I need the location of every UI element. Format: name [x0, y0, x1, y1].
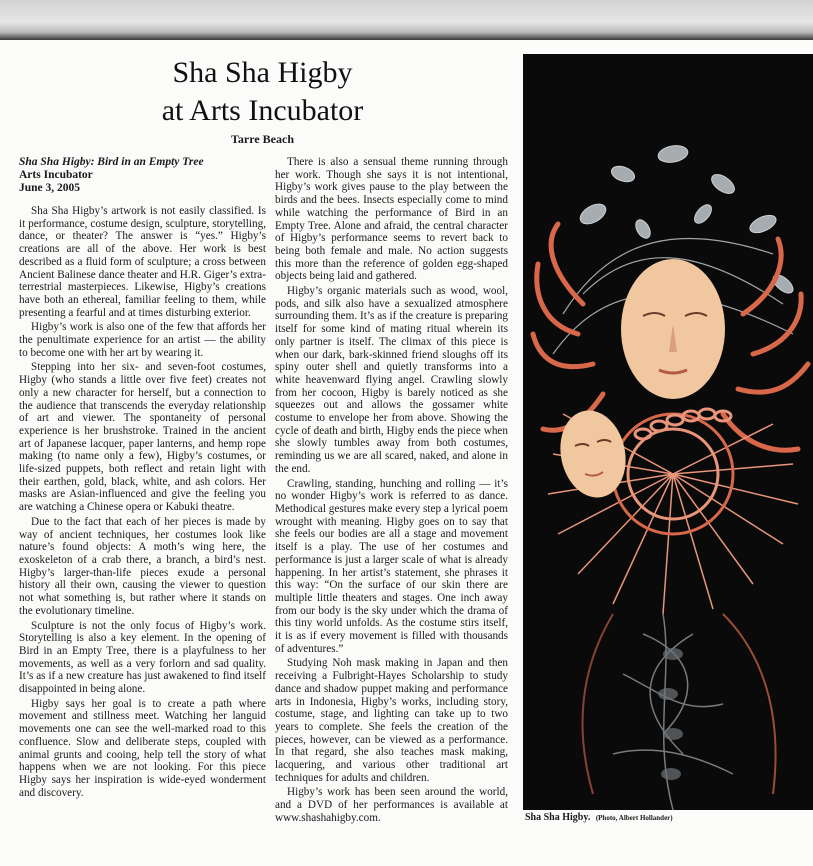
paragraph: Sha Sha Higby’s artwork is not easily classified. Is it performance, costume design, sculpture, storytelling, dance, or theater? The answer is “yes.” Higby’s creations are all of the above. Her work is best described as a fluid form of sculpture; a cross between Ancient Balinese dance theater and H.R. Giger’s extra-terrestrial masterpieces. Likewise, Higby’s creations have both an ethereal, familiar feeling to them, while presenting a fearful and at times disturbing exterior. [19, 205, 266, 319]
performance-info [19, 156, 266, 195]
caption-text: Sha Sha Higby. [525, 812, 591, 823]
paragraph: Due to the fact that each of her pieces is made by way of ancient techniques, her costumes look like nature’s found objects: A moth’s wing here, the exoskeleton of a crab there, a branch, a bird’s nest. Higby’s larger-than-life pieces exude a personal history all their own, causing the viewer to question not what something is, but rather where it stands on the evolutionary timeline. [19, 515, 266, 617]
headline-line-1: Sha Sha Higby [172, 56, 353, 89]
venue: Arts Incubator [19, 169, 93, 181]
paragraph: Sculpture is not the only focus of Higby’s work. Storytelling is also a key element. In the opening of Bird in an Empty Tree, there is a playfulness to her movements, as well as a very forlorn and sad quality. It’s as if a new creature has just awakened to find itself disappointed in being alone. [19, 619, 266, 696]
photo-caption [525, 812, 813, 823]
photo-credit: (Photo, Albert Hollander) [595, 814, 673, 822]
work-title: Sha Sha Higby: Bird in an Empty Tree [19, 156, 204, 168]
left-column [19, 156, 266, 801]
middle-column [275, 156, 508, 827]
date: June 3, 2005 [19, 182, 81, 194]
paragraph: Crawling, standing, hunching and rolling — it’s no wonder Higby’s work is referred to as dance. Methodical gestures make every step a lyrical poem wrought with meaning. Higby goes on to say that she feels our bodies are all a stage and movement itself is a play. The use of her costumes and performance is just a larger scale of what is already happening. In her artist’s statement, she phrases it this way: “On the surface of our skin there are multiple little theaters and stages. One inch away from our body is the sky under which the drama of this tiny world unfolds. As the costume stirs itself, it is as if every movement is filled with thousands of adventures.” [275, 477, 508, 655]
byline: Tarre Beach [231, 132, 294, 146]
paragraph: Higby’s work has been seen around the world, and a DVD of her performances is available at www.shashahigby.com. [275, 786, 508, 824]
paragraph: Higby’s work is also one of the few that affords her the penultimate experience for an artist — the ability to become one with her art by wearing it. [19, 321, 266, 359]
paragraph: Studying Noh mask making in Japan and then receiving a Fulbright-Hayes Scholarship to study dance and shadow puppet making and performance arts in Indonesia, Higby’s works, including story, costume, stage, and lighting can take up to two years to complete. She feels the creation of the pieces, however, can be viewed as a performance. In that regard, she also teaches mask making, lacquering, and various other traditional art techniques for adults and children. [275, 657, 508, 784]
paragraph: Higby’s organic materials such as wood, wool, pods, and silk also have a sexualized atmosphere surrounding them. It’s as if the creature is preparing itself for some kind of mating ritual wherein its only partner is itself. The climax of this piece is when our dark, bark-skinned friend sloughs off its spiny outer shell and quietly transforms into a white heavenward flying angel. Crawling slowly from her cocoon, Higby is barely noticed as she squeezes out and allows the gossamer white costume to envelope her from above. Showing the cycle of death and birth, Higby ends the piece when she slowly tumbles away from both costumes, reminding us we are all scared, naked, and alone in the end. [275, 285, 508, 475]
paragraph: Higby says her goal is to create a path where movement and stillness meet. Watching her languid movements one can see the well-marked road to this confluence. Slow and deliberate steps, coupled with animal grunts and cooing, help tell the story of what happens when we are not looking. For this piece Higby says her inspiration is wide-eyed wonderment and discovery. [19, 697, 266, 799]
scan-top-edge [0, 0, 813, 40]
paragraph: Stepping into her six- and seven-foot costumes, Higby (who stands a little over five feet) creates not only a new character for herself, but a connection to the audience that transcends the everyday relationship of art and viewer. The spontaneity of personal experience is her brushstroke. Trained in the ancient art of Japanese lacquer, paper lanterns, and hemp rope making (to name only a few), Higby’s costumes, or life-sized puppets, both reflect and retain light with their earthen, gold, black, white, and ash colors. Her masks are Asian-influenced and give the feeling you are watching a Chinese opera or Kabuki theatre. [19, 361, 266, 514]
costume-illustration [523, 54, 813, 810]
performance-photo [523, 54, 813, 810]
upper-mask [621, 259, 725, 399]
headline [120, 54, 405, 130]
paragraph: There is also a sensual theme running through her work. Though she says it is not intentional, Higby’s work gives pause to the play between the birds and the bees. Insects especially come to mind while watching the performance of Bird in an Empty Tree. Alone and afraid, the central character of Higby’s performance seems to revert back to being both female and male. No action suggests this more than the reference of golden egg-shaped objects being laid and gathered. [275, 156, 508, 283]
headline-line-2: at Arts Incubator [161, 94, 364, 127]
